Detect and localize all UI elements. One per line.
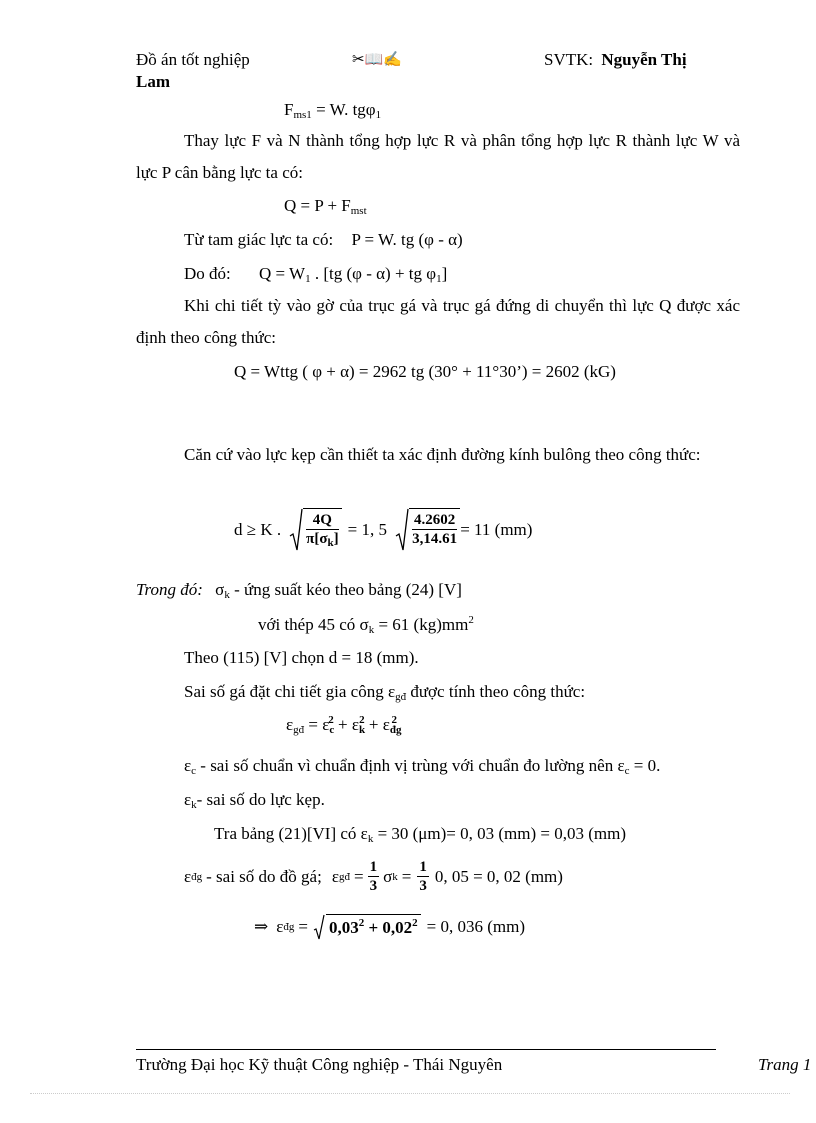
student-name-line1: Nguyễn Thị (601, 50, 687, 69)
ec-line: $\varepsilon_c$ - sai số chuẩn vì chuẩn định vị trùng với chuẩn đo lường nên $\varepsilon_c = 0$. (184, 756, 661, 777)
paragraph-1: Thay lực F và N thành tổng hợp lực R và phân tổng hợp lực R thành lực W và lực P cân bằng lực ta có: (136, 131, 740, 182)
sai-so-line: Sai số gá đặt chi tiết gia công $\varepsilon_{gđ}$ được tính theo công thức: (184, 682, 586, 703)
eq-q2: Q = Wttg ( φ + α) = 2962 tg (30° + 11°30’) = 2602 (kG) (234, 362, 616, 381)
theo-line: Theo (115) [V] chọn d = 18 (mm). (184, 648, 419, 667)
tra-bang-line: Tra bảng (21)[VI] có $\varepsilon_k = 30$ (μm)= 0, 03 (mm) = 0,03 (mm) (214, 824, 627, 845)
footer-divider (136, 1049, 716, 1050)
footer-page: Trang 1 (758, 1055, 812, 1074)
paragraph-2: Khi chi tiết tỳ vào gờ của trục gá và trục gá đứng di chuyển thì lực Q được xác định theo công thức: (136, 296, 740, 347)
trong-do-line: Trong đó: $\sigma_k$ - ứng suất kéo theo bảng (24) [V] (136, 580, 462, 601)
ornament-icon: ✂📖✍ (352, 52, 402, 68)
paragraph-3: Căn cứ vào lực kẹp cần thiết ta xác định đường kính bulông theo công thức: (184, 445, 701, 464)
line-do-do: Do đó: $Q = W_1$ . [tg (φ - α) + tg $\varphi_1$] (184, 264, 448, 285)
final-eq: ⇒ ε đg = $0,03^2 + 0,02^2$ = 0, 036 (mm) (254, 914, 525, 940)
footer-school: Trường Đại học Kỹ thuật Công nghiệp - Thái Nguyên (136, 1055, 503, 1074)
voi-thep-line: với thép 45 có $\sigma_k = 61$ $(kg)mm^2$ (258, 614, 474, 636)
header-left: Đồ án tốt nghiệp (136, 50, 250, 69)
ek-line: $\varepsilon_k-$ sai số do lực kẹp. (184, 790, 325, 811)
page-bottom-rule (30, 1093, 790, 1094)
eq-d: d ≥ K . $\frac{4Q}{\pi[\sigma_k]}$ = 1, 5 $\frac{4.2602}{3,14.61}$ = 11 (mm) (234, 508, 532, 552)
student-name-line2: Lam (136, 72, 170, 91)
edg-line: ε đg - sai số do đồ gá; ε gđ = $\frac{1}{3}$ σ k = $\frac{1}{3}$ 0, 05 = 0, 02 (mm) (184, 859, 563, 894)
header-svtk (544, 50, 687, 70)
svtk-label: SVTK: (544, 50, 594, 69)
line-tam-giac: Từ tam giác lực ta có: P = W. tg (φ - α) (184, 230, 463, 249)
eq-egd: $\varepsilon_{gđ} = \varepsilon_c^2 + \varepsilon_k^2 + \varepsilon_{đg}^2$ (286, 714, 402, 736)
eq-fms1: $F_{ms1} = W$. tgφ$_1$ (284, 100, 382, 121)
eq-q1: $Q = P + F_{mst}$ (284, 196, 367, 217)
